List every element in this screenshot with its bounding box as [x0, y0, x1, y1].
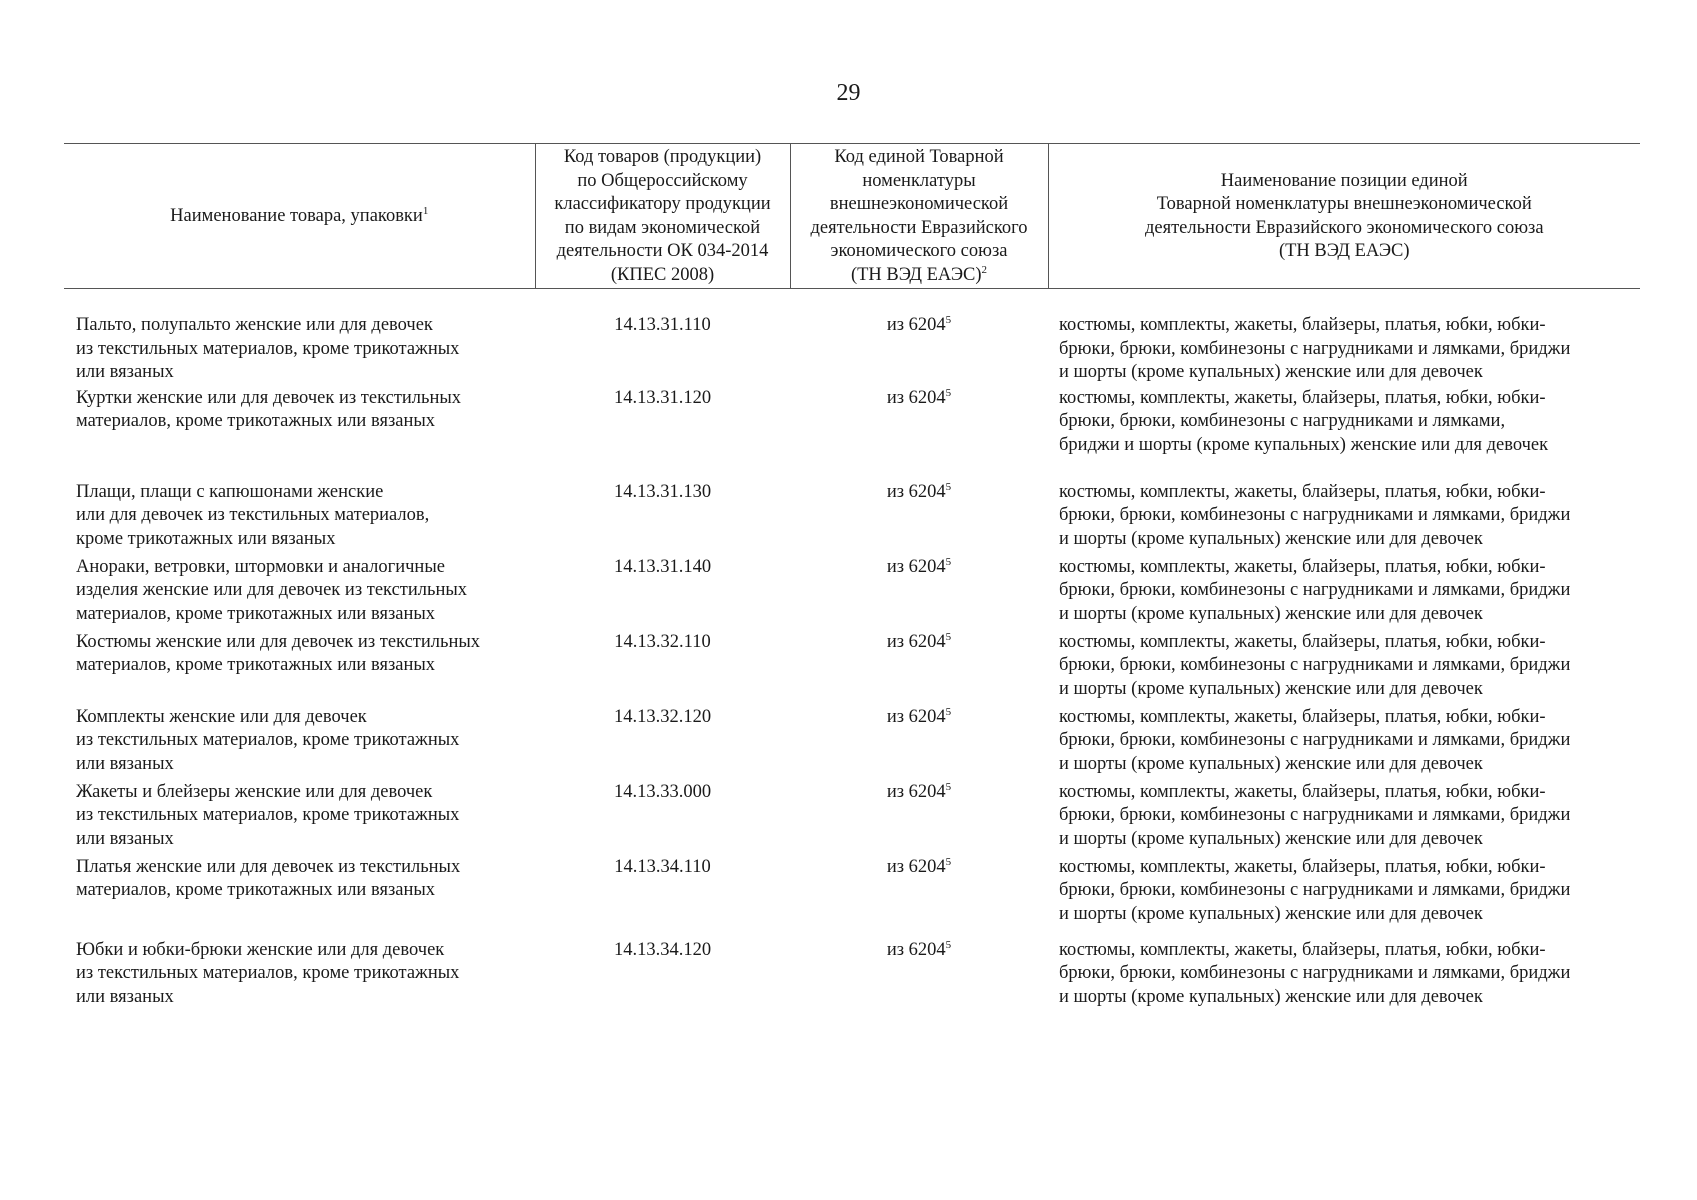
tnved-code-cell [790, 556, 1048, 631]
table-row [64, 939, 1640, 1014]
product-name-cell [64, 631, 535, 706]
footnote-ref-5: 5 [945, 938, 952, 951]
tnved-code: из 6204 [886, 939, 946, 960]
okpd-code: 14.13.34.120 [613, 939, 712, 960]
table-row [64, 856, 1640, 939]
table-body [64, 289, 1640, 1014]
tnved-position-name: костюмы, комплекты, жакеты, блайзеры, платья, юбки, юбки- брюки, брюки, комбинезоны с нагрудниками и лямками, бриджи и шорты (кроме купальных) женские или для девочек [1059, 856, 1571, 924]
tnved-name-cell [1048, 706, 1640, 781]
tnved-name-cell [1048, 856, 1640, 939]
okpd-code: 14.13.31.140 [613, 556, 712, 577]
tnved-code: из 6204 [886, 315, 946, 335]
okpd-code: 14.13.32.120 [613, 706, 712, 727]
footnote-ref-5: 5 [945, 780, 952, 793]
okpd-code: 14.13.31.110 [614, 315, 711, 335]
product-name-cell [64, 781, 535, 856]
footnote-ref-2: 2 [981, 263, 988, 276]
tnved-position-name: костюмы, комплекты, жакеты, блайзеры, платья, юбки, юбки- брюки, брюки, комбинезоны с нагрудниками и лямками, бриджи и шорты (кроме купальных) женские или для девочек [1059, 387, 1549, 455]
footnote-ref-5: 5 [945, 386, 952, 399]
tnved-position-name: костюмы, комплекты, жакеты, блайзеры, платья, юбки, юбки- брюки, брюки, комбинезоны с нагрудниками и лямками, бриджи и шорты (кроме купальных) женские или для девочек [1059, 556, 1571, 624]
header-product-name [64, 144, 535, 289]
okpd-code-cell [535, 631, 790, 706]
product-name: Комплекты женские или для девочек из текстильных материалов, кроме трикотажных или вязаных [76, 706, 460, 774]
okpd-code: 14.13.33.000 [613, 781, 712, 802]
tnved-code: из 6204 [886, 856, 946, 877]
header-okpd-code-text: Код товаров (продукции) по Общероссийскому классификатору продукции по видам экономической деятельности ОК 034-2014 (КПЕС 2008) [554, 147, 771, 285]
tnved-code: из 6204 [886, 631, 946, 652]
tnved-position-name: костюмы, комплекты, жакеты, блайзеры, платья, юбки, юбки- брюки, брюки, комбинезоны с нагрудниками и лямками, бриджи и шорты (кроме купальных) женские или для девочек [1059, 631, 1571, 699]
header-tnved-code-text: Код единой Товарной номенклатуры внешнеэкономической деятельности Евразийского экономического союза (ТН ВЭД ЕАЭС) [810, 147, 1028, 285]
tnved-name-cell [1048, 939, 1640, 1014]
tnved-code-cell [790, 631, 1048, 706]
tnved-position-name: костюмы, комплекты, жакеты, блайзеры, платья, юбки, юбки- брюки, брюки, комбинезоны с нагрудниками и лямками, бриджи и шорты (кроме купальных) женские или для девочек [1059, 315, 1571, 382]
tnved-code: из 6204 [886, 706, 946, 727]
product-name-cell [64, 939, 535, 1014]
table-row [64, 481, 1640, 556]
tnved-code: из 6204 [886, 781, 946, 802]
okpd-code: 14.13.31.130 [613, 481, 712, 502]
tnved-code: из 6204 [886, 556, 946, 577]
product-name: Анораки, ветровки, штормовки и аналогичные изделия женские или для девочек из текстильных материалов, кроме трикотажных или вязаных [76, 556, 468, 624]
tnved-code-cell [790, 781, 1048, 856]
tnved-position-name: костюмы, комплекты, жакеты, блайзеры, платья, юбки, юбки- брюки, брюки, комбинезоны с нагрудниками и лямками, бриджи и шорты (кроме купальных) женские или для девочек [1059, 706, 1571, 774]
footnote-ref-5: 5 [945, 855, 952, 868]
header-product-name-text: Наименование товара, упаковки [170, 205, 423, 226]
okpd-code-cell [535, 289, 790, 387]
product-name: Платья женские или для девочек из текстильных материалов, кроме трикотажных или вязаных [76, 856, 461, 900]
classification-table [64, 143, 1640, 1014]
okpd-code: 14.13.34.110 [614, 856, 711, 877]
okpd-code-cell [535, 556, 790, 631]
okpd-code-cell [535, 481, 790, 556]
tnved-code-cell [790, 856, 1048, 939]
okpd-code-cell [535, 856, 790, 939]
tnved-name-cell [1048, 481, 1640, 556]
tnved-name-cell [1048, 387, 1640, 481]
okpd-code-cell [535, 706, 790, 781]
footnote-ref-5: 5 [945, 705, 952, 718]
product-name: Жакеты и блейзеры женские или для девочек из текстильных материалов, кроме трикотажных или вязаных [76, 781, 460, 849]
okpd-code-cell [535, 781, 790, 856]
tnved-code-cell [790, 939, 1048, 1014]
footnote-ref-5: 5 [945, 630, 952, 643]
tnved-code-cell [790, 706, 1048, 781]
table-row [64, 706, 1640, 781]
okpd-code: 14.13.32.110 [614, 631, 711, 652]
product-name-cell [64, 706, 535, 781]
product-name-cell [64, 556, 535, 631]
tnved-name-cell [1048, 556, 1640, 631]
table-row [64, 387, 1640, 481]
header-tnved-name-text: Наименование позиции единой Товарной номенклатуры внешнеэкономической деятельности Евразийского экономического союза (ТН ВЭД ЕАЭС) [1144, 170, 1544, 261]
tnved-code: из 6204 [886, 481, 946, 502]
table-row [64, 631, 1640, 706]
product-name: Костюмы женские или для девочек из текстильных материалов, кроме трикотажных или вязаных [76, 631, 481, 675]
product-name: Пальто, полупальто женские или для девочек из текстильных материалов, кроме трикотажных или вязаных [76, 315, 460, 382]
okpd-code-cell [535, 939, 790, 1014]
footnote-ref-5: 5 [945, 314, 952, 326]
table-row [64, 781, 1640, 856]
okpd-code-cell [535, 387, 790, 481]
okpd-code: 14.13.31.120 [613, 387, 712, 408]
footnote-ref-5: 5 [945, 480, 952, 493]
table-header [64, 144, 1640, 289]
tnved-code-cell [790, 289, 1048, 387]
header-row [64, 144, 1640, 289]
product-name-cell [64, 387, 535, 481]
tnved-code: из 6204 [886, 387, 946, 408]
header-tnved-code [790, 144, 1048, 289]
product-name-cell [64, 856, 535, 939]
header-okpd-code [535, 144, 790, 289]
table-row [64, 289, 1640, 387]
product-name-cell [64, 289, 535, 387]
product-name-cell [64, 481, 535, 556]
tnved-position-name: костюмы, комплекты, жакеты, блайзеры, платья, юбки, юбки- брюки, брюки, комбинезоны с нагрудниками и лямками, бриджи и шорты (кроме купальных) женские или для девочек [1059, 939, 1571, 1007]
tnved-position-name: костюмы, комплекты, жакеты, блайзеры, платья, юбки, юбки- брюки, брюки, комбинезоны с нагрудниками и лямками, бриджи и шорты (кроме купальных) женские или для девочек [1059, 481, 1571, 549]
tnved-code-cell [790, 481, 1048, 556]
product-name: Плащи, плащи с капюшонами женские или для девочек из текстильных материалов, кроме трикотажных или вязаных [76, 481, 430, 549]
tnved-name-cell [1048, 781, 1640, 856]
tnved-code-cell [790, 387, 1048, 481]
product-name: Юбки и юбки-брюки женские или для девочек из текстильных материалов, кроме трикотажных или вязаных [76, 939, 460, 1007]
page-number: 29 [836, 80, 861, 106]
table-row [64, 556, 1640, 631]
tnved-name-cell [1048, 631, 1640, 706]
footnote-ref-1: 1 [422, 204, 429, 217]
product-name: Куртки женские или для девочек из текстильных материалов, кроме трикотажных или вязаных [76, 387, 462, 431]
footnote-ref-5: 5 [945, 555, 952, 568]
tnved-position-name: костюмы, комплекты, жакеты, блайзеры, платья, юбки, юбки- брюки, брюки, комбинезоны с нагрудниками и лямками, бриджи и шорты (кроме купальных) женские или для девочек [1059, 781, 1571, 849]
tnved-name-cell [1048, 289, 1640, 387]
header-tnved-name [1048, 144, 1640, 289]
